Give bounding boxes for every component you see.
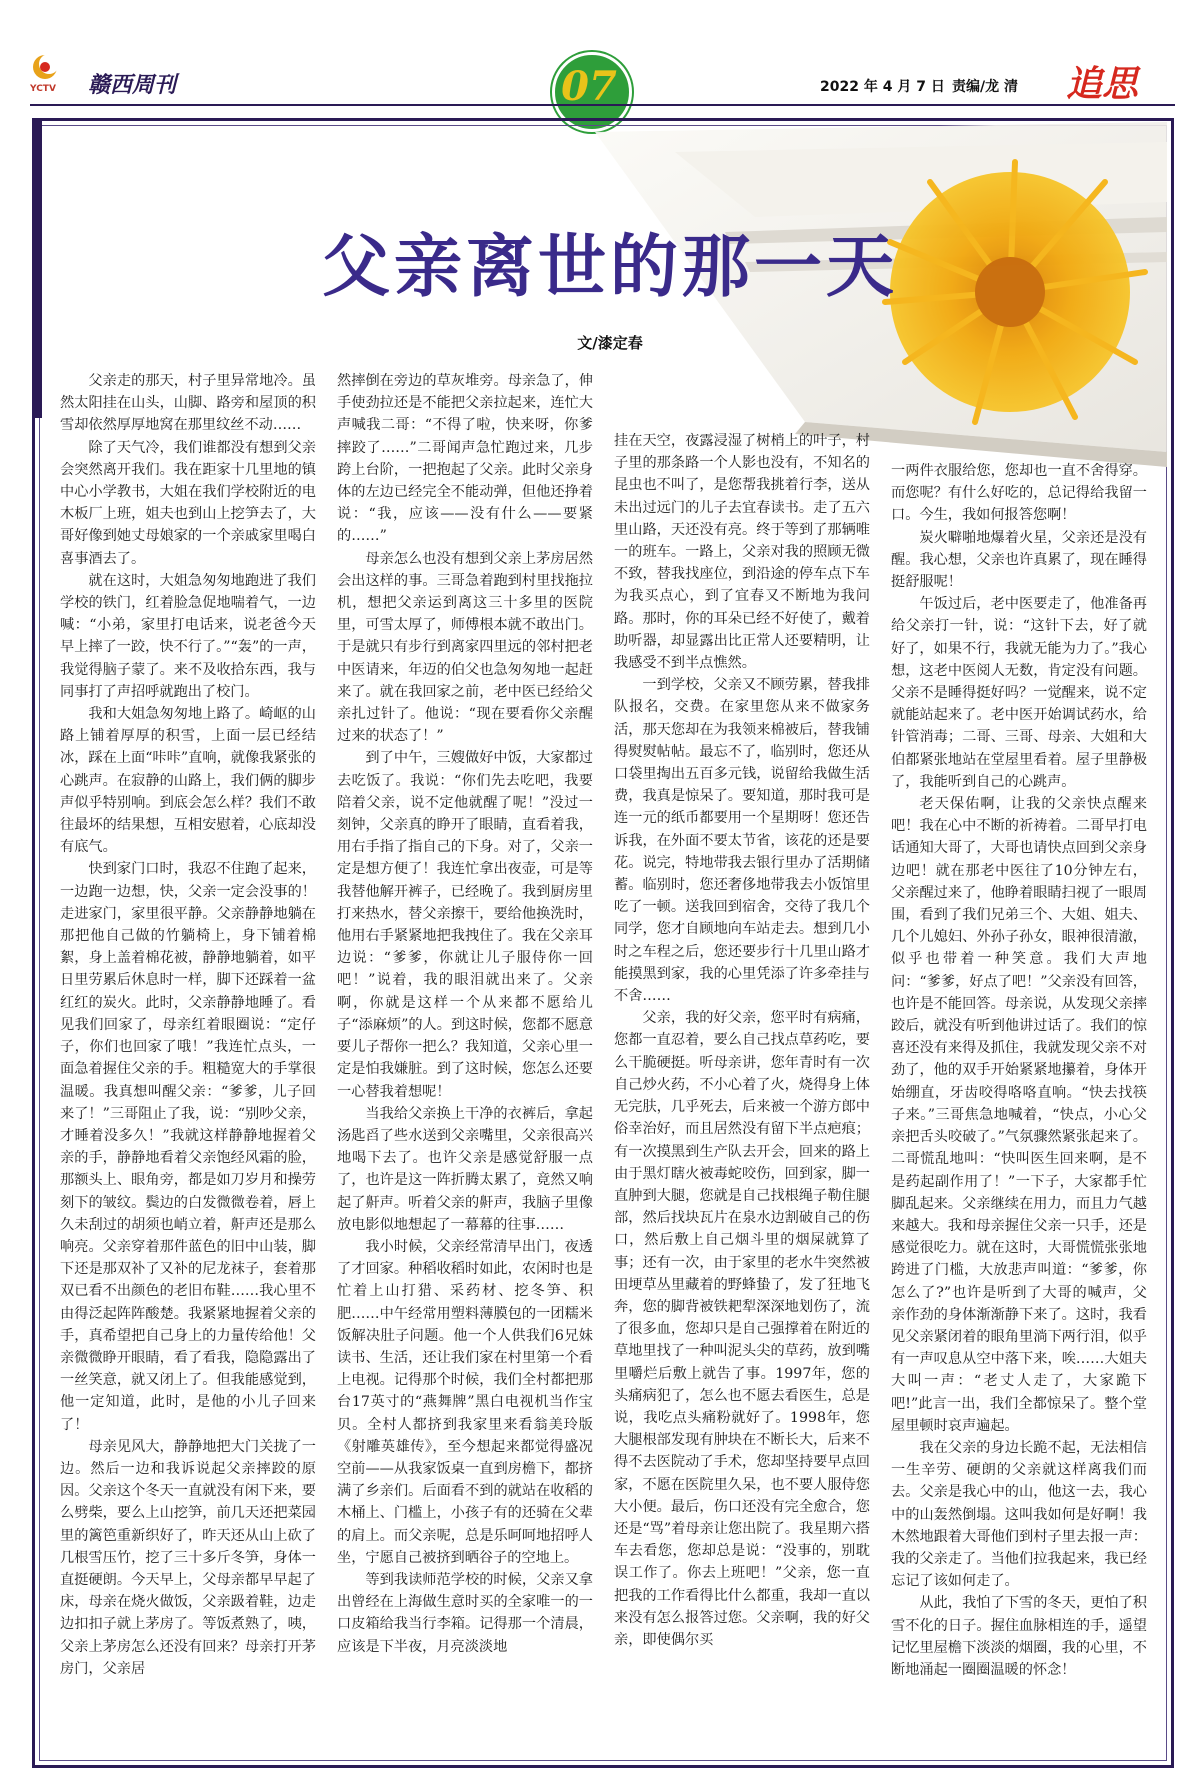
paragraph: 父亲，我的好父亲，您平时有病痛，您都一直忍着，要么自己找点草药吃，要么干脆硬挺。听母亲讲，您年青时有一次自己炒火药，不小心着了火，烧得身上体无完肤，几乎死去，后来被一个游方郎中俗幸治好，而且居然没有留下半点疤痕；有一次摸黑到生产队去开会，回来的路上由于黑灯瞎火被毒蛇咬伤，回到家，脚一直肿到大腿，您就是自己找根绳子勒住腿部，然后找块瓦片在泉水边割破自己的伤口，然后敷上自己烟斗里的烟屎就算了事；还有一次，由于家里的老水牛突然被田埂草丛里藏着的野蜂蛰了，发了狂地飞奔，您的脚背被铁耙犁深深地划伤了，流了很多血，您却只是自己强撑着在附近的草地里找了一种叫泥头尖的草药，放到嘴里嚼烂后敷上就告了事。1997年，您的头痛病犯了，怎么也不愿去看医生，总是说，我吃点头痛粉就好了。1998年，您大腿根部发现有肿块在不断长大，后来不得不去医院动了手术，您却坚持要早点回家，不愿在医院里久呆，也不要人服侍您大小便。最后，伤口还没有完全愈合，您还是“骂”着母亲让您出院了。我星期六搭车去看您，您却总是说：“没事的，别耽误工作了。你去上班吧！”父亲，您一直把我的工作看得比什么都重，我却一直以来没有怎么报答过您。父亲啊，我的好父亲，即使偶尔买 <box>614 1010 870 1648</box>
paragraph: 午饭过后，老中医要走了，他准备再给父亲打一针，说：“这针下去，好了就好了，如果不行，我就无能为力了。”我心想，这老中医阅人无数，肯定没有问题。父亲不是睡得挺好吗？一觉醒来，说不定就能站起来了。老中医开始调试药水，给针管消毒；二哥、三哥、母亲、大姐和大伯都紧张地站在堂屋里看着。屋子里静极了，我能听到自己的心跳声。 <box>891 596 1147 790</box>
paragraph: 从此，我怕了下雪的冬天，更怕了积雪不化的日子。握住血脉相连的手，遥望记忆里屋檐下淡淡的烟圈，我的心里，不断地涌起一圈圈温暖的怀念！ <box>891 1595 1147 1678</box>
paragraph: 等到我读师范学校的时候，父亲又拿出曾经在上海做生意时买的全家唯一的一口皮箱给我当行李箱。记得那一个清晨，应该是下半夜，月亮淡淡地 <box>337 1571 593 1655</box>
article-column-4 <box>891 460 1147 1681</box>
paragraph: 挂在天空，夜露浸湿了树梢上的叶子，村子里的那条路一个人影也没有，不知名的昆虫也不叫了，是您帮我挑着行李，送从未出过远门的儿子去宜春读书。走了五六里山路，天还没有亮。终于等到了那辆唯一的班车。一路上，父亲对我的照顾无微不致，替我找座位，到沿途的停车点下车为我买点心，到了宜春又不断地为我问路。那时，你的耳朵已经不好使了，戴着助听器，却显露出比正常人还要精明，让我感受不到半点憔然。 <box>614 433 870 672</box>
logo-text: YCTV <box>30 84 56 94</box>
paragraph: 炭火噼啪地爆着火星，父亲还是没有醒。我心想，父亲也许真累了，现在睡得挺舒服呢！ <box>891 529 1147 591</box>
paragraph: 当我给父亲换上干净的衣裤后，拿起汤匙舀了些水送到父亲嘴里，父亲很高兴地喝下去了。也许父亲是感觉舒服一点了，也许是这一阵折腾太累了，竟然又响起了鼾声。听着父亲的鼾声，我脑子里像放电影似地想起了一幕幕的往事…… <box>337 1105 593 1233</box>
paragraph: 一到学校，父亲又不顾劳累，替我排队报名，交费。在家里您从来不做家务活，那天您却在为我领来棉被后，替我铺得熨熨帖帖。最忘不了，临别时，您还从口袋里掏出五百多元钱，说留给我做生活费，我真是惊呆了。要知道，那时我可是连一元的纸币都要用一个星期呀！您还告诉我，在外面不要太节省，该花的还是要花。说完，特地带我去银行里办了活期储蓄。临别时，您还奢侈地带我去小饭馆里吃了一顿。送我回到宿舍，交待了我几个同学，您才自顾地向车站走去。想到几小时之车程之后，您还要步行十几里山路才能摸黑到家，我的心里凭添了许多牵挂与不舍…… <box>614 677 870 1005</box>
paragraph: 就在这时，大姐急匆匆地跑进了我们学校的铁门，红着脸急促地喘着气，一边喊：“小弟，家里打电话来，说老爸今天早上摔了一跤，快不行了。”“轰”的一声，我觉得脑子蒙了。来不及收拾东西，我与同事打了声招呼就跑出了校门。 <box>60 572 316 700</box>
article-title: 父亲离世的那一天 <box>321 227 898 307</box>
paragraph: 老天保佑啊，让我的父亲快点醒来吧！我在心中不断的祈祷着。二哥早打电话通知大哥了，大哥也请快点回到父亲身边吧！就在那老中医往了10分钟左右，父亲醒过来了，他睁着眼睛扫视了一眼周围，看到了我们兄弟三个、大姐、姐夫、几个儿媳妇、外孙子孙女，眼神很清澈，似乎也带着一种笑意。我们大声地问：“爹爹，好点了吧！”父亲没有回答，也许是不能回答。母亲说，从发现父亲摔跤后，就没有听到他讲过话了。我们的惊喜还没有来得及抓住，我就发现父亲不对劲了，他的双手开始紧紧地攥着，身体开始绷直，牙齿咬得咯咯直响。“快去找筷子来。”三哥焦急地喊着，“快点，小心父亲把舌头咬破了。”气氛骤然紧张起来了。二哥慌乱地叫：“快叫医生回来啊，是不是药起副作用了！”一下子，大家都手忙脚乱起来。父亲继续在用力，而且力气越来越大。我和母亲握住父亲一只手，还是感觉很吃力。就在这时，大哥慌慌张张地跨进了门槛，大放悲声叫道：“爹爹，你怎么了?”也许是听到了大哥的喊声，父亲作劲的身体渐渐静下来了。这时，我看见父亲紧闭着的眼角里淌下两行泪，似乎有一声叹息从空中落下来，唉……大姐夫大叫一声：“老丈人走了，大家跪下吧!”此言一出，我们全都惊呆了。整个堂屋里顿时哀声遍起。 <box>891 796 1147 1434</box>
paragraph: 我小时候，父亲经常清早出门，夜透了才回家。种稻收稻时如此，农闲时也是忙着上山打猎、采药材、挖冬笋、积肥……中午经常用塑料薄膜包的一团糯米饭解决肚子问题。他一个人供我们6兄妹读书、生活，还让我们家在村里第一个看上电视。记得那个时候，我们全村都把那台17英寸的“燕舞牌”黑白电视机当作宝贝。全村人都挤到我家里来看翁美玲版《射雕英雄传》，至今想起来都觉得盛况空前——从我家饭桌一直到房檐下，都挤满了乡亲们。后面看不到的就站在收稻的木桶上、门槛上，小孩子有的还骑在父辈的肩上。而父亲呢，总是乐呵呵地招呼人坐，宁愿自己被挤到晒谷子的空地上。 <box>337 1238 593 1566</box>
article-byline: 文/漆定春 <box>577 334 643 352</box>
paper-name: 赣西周刊 <box>88 72 177 98</box>
page-number: 07 <box>561 63 617 110</box>
paragraph: 到了中午，三嫂做好中饭，大家都过去吃饭了。我说：“你们先去吃吧，我要陪着父亲，说不定他就醒了呢！”没过一刻钟，父亲真的睁开了眼睛，直看着我，用右手指了指自己的下身。对了，父亲一定是想方便了！我连忙拿出夜壶，可是等我替他解开裤子，已经晚了。我到厨房里打来热水，替父亲擦干，要给他换洗时，他用右手紧紧地把我拽住了。我在父亲耳边说：“爹爹，你就让儿子服侍你一回吧！”说着，我的眼泪就出来了。父亲啊，你就是这样一个从来都不愿给儿子“添麻烦”的人。到这时候，您都不愿意要儿子帮你一把么？我知道，父亲心里一定是怕我嫌脏。到了这时候，您怎么还要一心替我着想呢！ <box>337 750 593 1100</box>
header-rule <box>30 104 1175 106</box>
paragraph: 然摔倒在旁边的草灰堆旁。母亲急了，伸手使劲拉还是不能把父亲拉起来，连忙大声喊我二哥：“不得了啦，快来呀，你爹摔跤了……”二哥闻声急忙跑过来，几步跨上台阶，一把抱起了父亲。此时父亲身体的左边已经完全不能动弹，但他还挣着说：“我，应该——没有什么——要紧的……” <box>337 373 593 545</box>
issue-date: 2022 年 4 月 7 日 <box>820 79 945 95</box>
paragraph: 母亲怎么也没有想到父亲上茅房居然会出这样的事。三哥急着跑到村里找拖拉机，想把父亲运到离这三十多里的医院里，可雪太厚了，师傅根本就不敢出门。于是就只有步行到离家四里远的邻村把老中医请来，年迈的伯父也急匆匆地一起赶来了。就在我回家之前，老中医已经给父亲扎过针了。他说：“现在要看你父亲醒过来的状态了！” <box>337 550 593 745</box>
paragraph: 除了天气冷，我们谁都没有想到父亲会突然离开我们。我在距家十几里地的镇中心小学教书，大姐在我们学校附近的电木板厂上班，姐夫也到山上挖笋去了，大哥好像到她丈母娘家的一个亲戚家里喝白喜事酒去了。 <box>60 439 316 567</box>
station-logo-icon <box>30 52 60 82</box>
article-column-3 <box>614 430 870 1651</box>
page-header <box>0 0 1203 120</box>
section-title: 追思 <box>1066 63 1139 105</box>
paragraph: 我和大姐急匆匆地上路了。崎岖的山路上铺着厚厚的积雪，上面一层已经结冰，踩在上面“咔咔”直响，就像我紧张的心跳声。在寂静的山路上，我们俩的脚步声似乎特别响。到底会怎么样？我们不敢往最坏的结果想，互相安慰着，心底却没有底气。 <box>60 706 316 856</box>
article-column-2 <box>337 370 593 1658</box>
paragraph: 快到家门口时，我忍不住跑了起来，一边跑一边想，快，父亲一定会没事的！走进家门，家里很平静。父亲静静地躺在那把他自己做的竹躺椅上，身下铺着棉絮，身上盖着棉花被，静静地躺着，如平日里劳累后休息时一样，脚下还踩着一盆红红的炭火。此时，父亲静静地睡了。看见我们回家了，母亲红着眼圈说：“定仔子，你们也回家了哦！”我连忙点头，一面急着握住父亲的手。粗糙宽大的手掌很温暖。我真想叫醒父亲：“爹爹，儿子回来了！”三哥阻止了我，说：“别吵父亲，才睡着没多久！”我就这样静静地握着父亲的手，静静地看着父亲饱经风霜的脸，那额头上、眼角旁，都是如刀岁月和操劳刻下的皱纹。鬓边的白发微微卷着，唇上久未刮过的胡须也峭立着，鼾声还是那么响亮。父亲穿着那件蓝色的旧中山装，脚下还是那双补了又补的尼龙袜子，套着那双已看不出颜色的老旧布鞋……我心里不由得泛起阵阵酸楚。我紧紧地握着父亲的手，真希望把自己身上的力量传给他！父亲微微睁开眼睛，看了看我，隐隐露出了一丝笑意，就又闭上了。但我能感觉到，他一定知道，此时，是他的小儿子回来了！ <box>60 861 316 1433</box>
paragraph: 我在父亲的身边长跪不起，无法相信一生辛劳、硬朗的父亲就这样离我们而去。父亲是我心中的山，他这一去，我心中的山轰然倒塌。这叫我如何是好啊！我木然地跟着大哥他们到村子里去报一声：我的父亲走了。当他们拉我起来，我已经忘记了该如何走了。 <box>891 1439 1147 1590</box>
paragraph: 父亲走的那天，村子里异常地冷。虽然太阳挂在山头，山脚、路旁和屋顶的积雪却依然厚厚地窝在那里纹丝不动…… <box>60 373 316 434</box>
article-column-1 <box>60 370 316 1680</box>
paragraph: 母亲见风大，静静地把大门关拢了一边。然后一边和我诉说起父亲摔跤的原因。父亲这个冬天一直就没有闲下来，要么劈柴，要么上山挖笋，前几天还把菜园里的篱笆重新织好了，昨天还从山上砍了几根雪压竹，挖了三十多斤冬笋，身体一直挺硬朗。今天早上，父母亲都早早起了床，母亲在烧火做饭，父亲趿着鞋，边走边扣扣子就上茅房了。等饭煮熟了，咦，父亲上茅房怎么还没有回来？母亲打开茅房门，父亲居 <box>60 1438 316 1677</box>
paragraph: 一两件衣服给您，您却也一直不舍得穿。而您呢？有什么好吃的，总记得给我留一口。今生，我如何报答您啊！ <box>891 463 1147 524</box>
editor-credit: 责编/龙 清 <box>952 79 1018 95</box>
